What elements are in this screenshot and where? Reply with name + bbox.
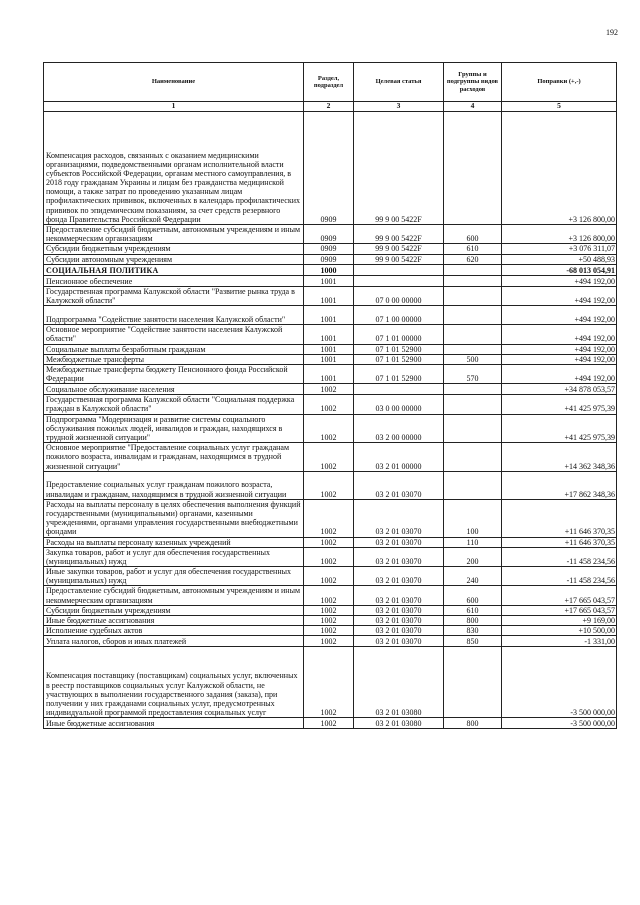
row-group-cell: 110 [444,537,502,547]
row-amount-cell: +494 192,00 [502,306,617,325]
row-group-cell [444,264,502,275]
row-group-cell [444,395,502,414]
row-article-cell: 03 2 01 03070 [354,636,444,647]
row-name-cell: Пенсионное обеспечение [44,275,304,286]
row-section-cell: 1002 [304,616,354,626]
row-group-cell [444,275,502,286]
row-amount-cell: +494 192,00 [502,364,617,383]
row-name-cell: Компенсация поставщику (поставщикам) социальных услуг, включенных в реестр поставщиков социальных услуг Калужской области, не участвующих в выполнении государственного задания (заказа), при получении у них гражданами социальных услуг, предусмотренных индивидуальной программой предоставления социальных услуг [44,647,304,718]
row-section-cell: 1002 [304,586,354,605]
row-article-cell: 03 2 01 03070 [354,471,444,499]
row-name-cell: Субсидии бюджетным учреждениям [44,244,304,254]
row-group-cell: 830 [444,626,502,636]
row-group-cell: 600 [444,225,502,244]
row-group-cell: 620 [444,254,502,264]
row-name-cell: Подпрограмма "Содействие занятости населения Калужской области" [44,306,304,325]
table-row [44,636,617,647]
row-section-cell: 1002 [304,384,354,395]
table-row [44,112,617,225]
row-amount-cell: +41 425 975,39 [502,414,617,443]
table-row [44,647,617,718]
row-section-cell: 1002 [304,567,354,586]
row-article-cell: 03 0 00 00000 [354,395,444,414]
row-name-cell: Расходы на выплаты персоналу казенных учреждений [44,537,304,547]
table-row [44,344,617,354]
row-amount-cell: +11 646 370,35 [502,499,617,537]
row-name-cell: Основное мероприятие "Содействие занятости населения Калужской области" [44,325,304,344]
row-amount-cell: +11 646 370,35 [502,537,617,547]
row-section-cell: 1001 [304,364,354,383]
header-target-article: Целевая статья [354,63,444,102]
table-row [44,605,617,615]
row-name-cell: Субсидии автономным учреждениям [44,254,304,264]
row-group-cell [444,647,502,718]
row-section-cell: 1002 [304,626,354,636]
row-amount-cell: +10 500,00 [502,626,617,636]
row-amount-cell: +14 362 348,36 [502,443,617,472]
row-group-cell: 200 [444,547,502,566]
row-section-cell: 1001 [304,306,354,325]
row-name-cell: Межбюджетные трансферты бюджету Пенсионного фонда Российской Федерации [44,364,304,383]
table-row [44,586,617,605]
row-section-cell: 1002 [304,647,354,718]
table-row [44,537,617,547]
row-article-cell: 99 9 00 5422F [354,254,444,264]
row-article-cell: 03 2 01 03070 [354,547,444,566]
table-row [44,567,617,586]
row-group-cell [444,112,502,225]
row-article-cell: 03 2 01 03070 [354,626,444,636]
row-name-cell: Иные бюджетные ассигнования [44,616,304,626]
row-article-cell: 03 2 01 03080 [354,647,444,718]
table-row [44,306,617,325]
header-section: Раздел, подраздел [304,63,354,102]
row-name-cell: Компенсация расходов, связанных с оказанием медицинскими организациями, подведомственными органам исполнительной власти субъектов Российской Федерации, органам местного самоуправления, в 2018 году гражданам Украины и лицам без гражданства медицинской помощи, а также затрат по проведению указанным лицам профилактических прививок, включенных в календарь профилактических прививок по эпидемическим показаниям, за счет средств резервного фонда Правительства Российской Федерации [44,112,304,225]
row-group-cell [444,443,502,472]
row-article-cell: 03 2 00 00000 [354,414,444,443]
table-row [44,499,617,537]
row-name-cell: Социальные выплаты безработным гражданам [44,344,304,354]
header-amendments: Поправки (+,-) [502,63,617,102]
page-number: 192 [606,28,618,37]
row-section-cell: 1001 [304,344,354,354]
row-name-cell: Предоставление субсидий бюджетным, автономным учреждениям и иным некоммерческим организациям [44,586,304,605]
row-article-cell: 07 1 01 52900 [354,354,444,364]
table-body [44,112,617,729]
row-name-cell: Уплата налогов, сборов и иных платежей [44,636,304,647]
row-article-cell: 99 9 00 5422F [354,225,444,244]
row-name-cell: Закупка товаров, работ и услуг для обеспечения государственных (муниципальных) нужд [44,547,304,566]
table-row [44,244,617,254]
row-article-cell: 07 1 00 00000 [354,306,444,325]
row-amount-cell: +41 425 975,39 [502,395,617,414]
row-section-cell: 1000 [304,264,354,275]
row-article-cell [354,264,444,275]
row-group-cell: 800 [444,616,502,626]
column-number: 2 [304,102,354,112]
row-group-cell [444,286,502,305]
row-amount-cell: -11 458 234,56 [502,547,617,566]
row-group-cell: 600 [444,586,502,605]
row-section-cell: 0909 [304,244,354,254]
row-section-cell: 1001 [304,354,354,364]
row-group-cell [444,325,502,344]
row-amount-cell: +17 665 043,57 [502,605,617,615]
row-name-cell: Государственная программа Калужской области "Развитие рынка труда в Калужской области" [44,286,304,305]
table-row [44,616,617,626]
row-section-cell: 1002 [304,443,354,472]
row-amount-cell: -3 500 000,00 [502,718,617,729]
row-article-cell: 03 2 01 03070 [354,499,444,537]
row-amount-cell: +17 665 043,57 [502,586,617,605]
row-group-cell: 500 [444,354,502,364]
row-article-cell: 99 9 00 5422F [354,112,444,225]
row-section-cell: 0909 [304,225,354,244]
table-row [44,547,617,566]
row-article-cell: 07 1 01 52900 [354,364,444,383]
row-name-cell: Предоставление субсидий бюджетным, автономным учреждениям и иным некоммерческим организациям [44,225,304,244]
row-group-cell: 850 [444,636,502,647]
budget-amendments-table [43,62,617,729]
row-amount-cell: -1 331,00 [502,636,617,647]
table-row [44,414,617,443]
row-section-cell: 1002 [304,499,354,537]
row-group-cell [444,414,502,443]
row-article-cell: 03 2 01 03070 [354,616,444,626]
row-amount-cell: -68 013 054,91 [502,264,617,275]
row-article-cell: 03 2 01 03070 [354,586,444,605]
column-number: 1 [44,102,304,112]
row-name-cell: Иные закупки товаров, работ и услуг для обеспечения государственных (муниципальных) нужд [44,567,304,586]
row-article-cell: 03 2 01 03070 [354,567,444,586]
row-article-cell [354,275,444,286]
row-article-cell: 03 2 01 00000 [354,443,444,472]
row-amount-cell: +3 126 800,00 [502,112,617,225]
row-group-cell [444,384,502,395]
row-article-cell: 99 9 00 5422F [354,244,444,254]
row-group-cell [444,306,502,325]
row-section-cell: 1002 [304,636,354,647]
row-group-cell: 610 [444,605,502,615]
row-section-cell: 0909 [304,112,354,225]
header-row [44,63,617,102]
row-article-cell: 03 2 01 03070 [354,537,444,547]
column-number: 3 [354,102,444,112]
row-section-cell: 1002 [304,395,354,414]
row-article-cell: 07 1 01 52900 [354,344,444,354]
row-amount-cell: +494 192,00 [502,325,617,344]
row-amount-cell: +9 169,00 [502,616,617,626]
row-name-cell: Предоставление социальных услуг гражданам пожилого возраста, инвалидам и гражданам, находящимся в трудной жизненной ситуации [44,471,304,499]
table-row [44,286,617,305]
row-article-cell: 03 2 01 03080 [354,718,444,729]
row-article-cell [354,384,444,395]
row-name-cell: Иные бюджетные ассигнования [44,718,304,729]
row-group-cell: 240 [444,567,502,586]
row-group-cell [444,471,502,499]
header-name: Наименование [44,63,304,102]
row-article-cell: 03 2 01 03070 [354,605,444,615]
row-group-cell: 100 [444,499,502,537]
row-amount-cell: +494 192,00 [502,275,617,286]
table-row [44,275,617,286]
table-row [44,325,617,344]
row-name-cell: Государственная программа Калужской области "Социальная поддержка граждан в Калужской области" [44,395,304,414]
row-group-cell [444,344,502,354]
table-row [44,354,617,364]
row-name-cell: Подпрограмма "Модернизация и развитие системы социального обслуживания пожилых людей, инвалидов и граждан, находящихся в трудной жизненной ситуации" [44,414,304,443]
row-section-cell: 1001 [304,286,354,305]
row-section-cell: 1001 [304,275,354,286]
row-section-cell: 1002 [304,547,354,566]
row-name-cell: Расходы на выплаты персоналу в целях обеспечения выполнения функций государственными (муниципальными) органами, казенными учреждениями, органами управления государственными внебюджетными фондами [44,499,304,537]
table-row [44,718,617,729]
row-section-cell: 1002 [304,605,354,615]
row-article-cell: 07 0 00 00000 [354,286,444,305]
column-number: 4 [444,102,502,112]
row-name-cell: Субсидии бюджетным учреждениям [44,605,304,615]
table-row [44,395,617,414]
row-amount-cell: +50 488,93 [502,254,617,264]
row-group-cell: 800 [444,718,502,729]
row-section-cell: 1002 [304,414,354,443]
row-name-cell: Исполнение судебных актов [44,626,304,636]
table-row [44,384,617,395]
row-amount-cell: +494 192,00 [502,286,617,305]
row-amount-cell: +17 862 348,36 [502,471,617,499]
table-row [44,443,617,472]
row-name-cell: Социальное обслуживание населения [44,384,304,395]
row-article-cell: 07 1 01 00000 [354,325,444,344]
row-amount-cell: +494 192,00 [502,354,617,364]
row-name-cell: Межбюджетные трансферты [44,354,304,364]
column-number-row [44,102,617,112]
table-row [44,254,617,264]
row-section-cell: 1001 [304,325,354,344]
table-row [44,471,617,499]
table-row [44,626,617,636]
header-expense-group: Группы и подгруппы видов расходов [444,63,502,102]
table-row [44,264,617,275]
row-section-cell: 0909 [304,254,354,264]
row-amount-cell: +34 878 053,57 [502,384,617,395]
row-amount-cell: +494 192,00 [502,344,617,354]
row-amount-cell: -11 458 234,56 [502,567,617,586]
row-name-cell: СОЦИАЛЬНАЯ ПОЛИТИКА [44,264,304,275]
row-name-cell: Основное мероприятие "Предоставление социальных услуг гражданам пожилого возраста, инвалидам и гражданам, находящимся в трудной жизненной ситуации" [44,443,304,472]
row-amount-cell: +3 076 311,07 [502,244,617,254]
row-amount-cell: +3 126 800,00 [502,225,617,244]
row-section-cell: 1002 [304,471,354,499]
row-section-cell: 1002 [304,718,354,729]
column-number: 5 [502,102,617,112]
table-row [44,225,617,244]
row-amount-cell: -3 500 000,00 [502,647,617,718]
row-section-cell: 1002 [304,537,354,547]
table-row [44,364,617,383]
row-group-cell: 610 [444,244,502,254]
row-group-cell: 570 [444,364,502,383]
